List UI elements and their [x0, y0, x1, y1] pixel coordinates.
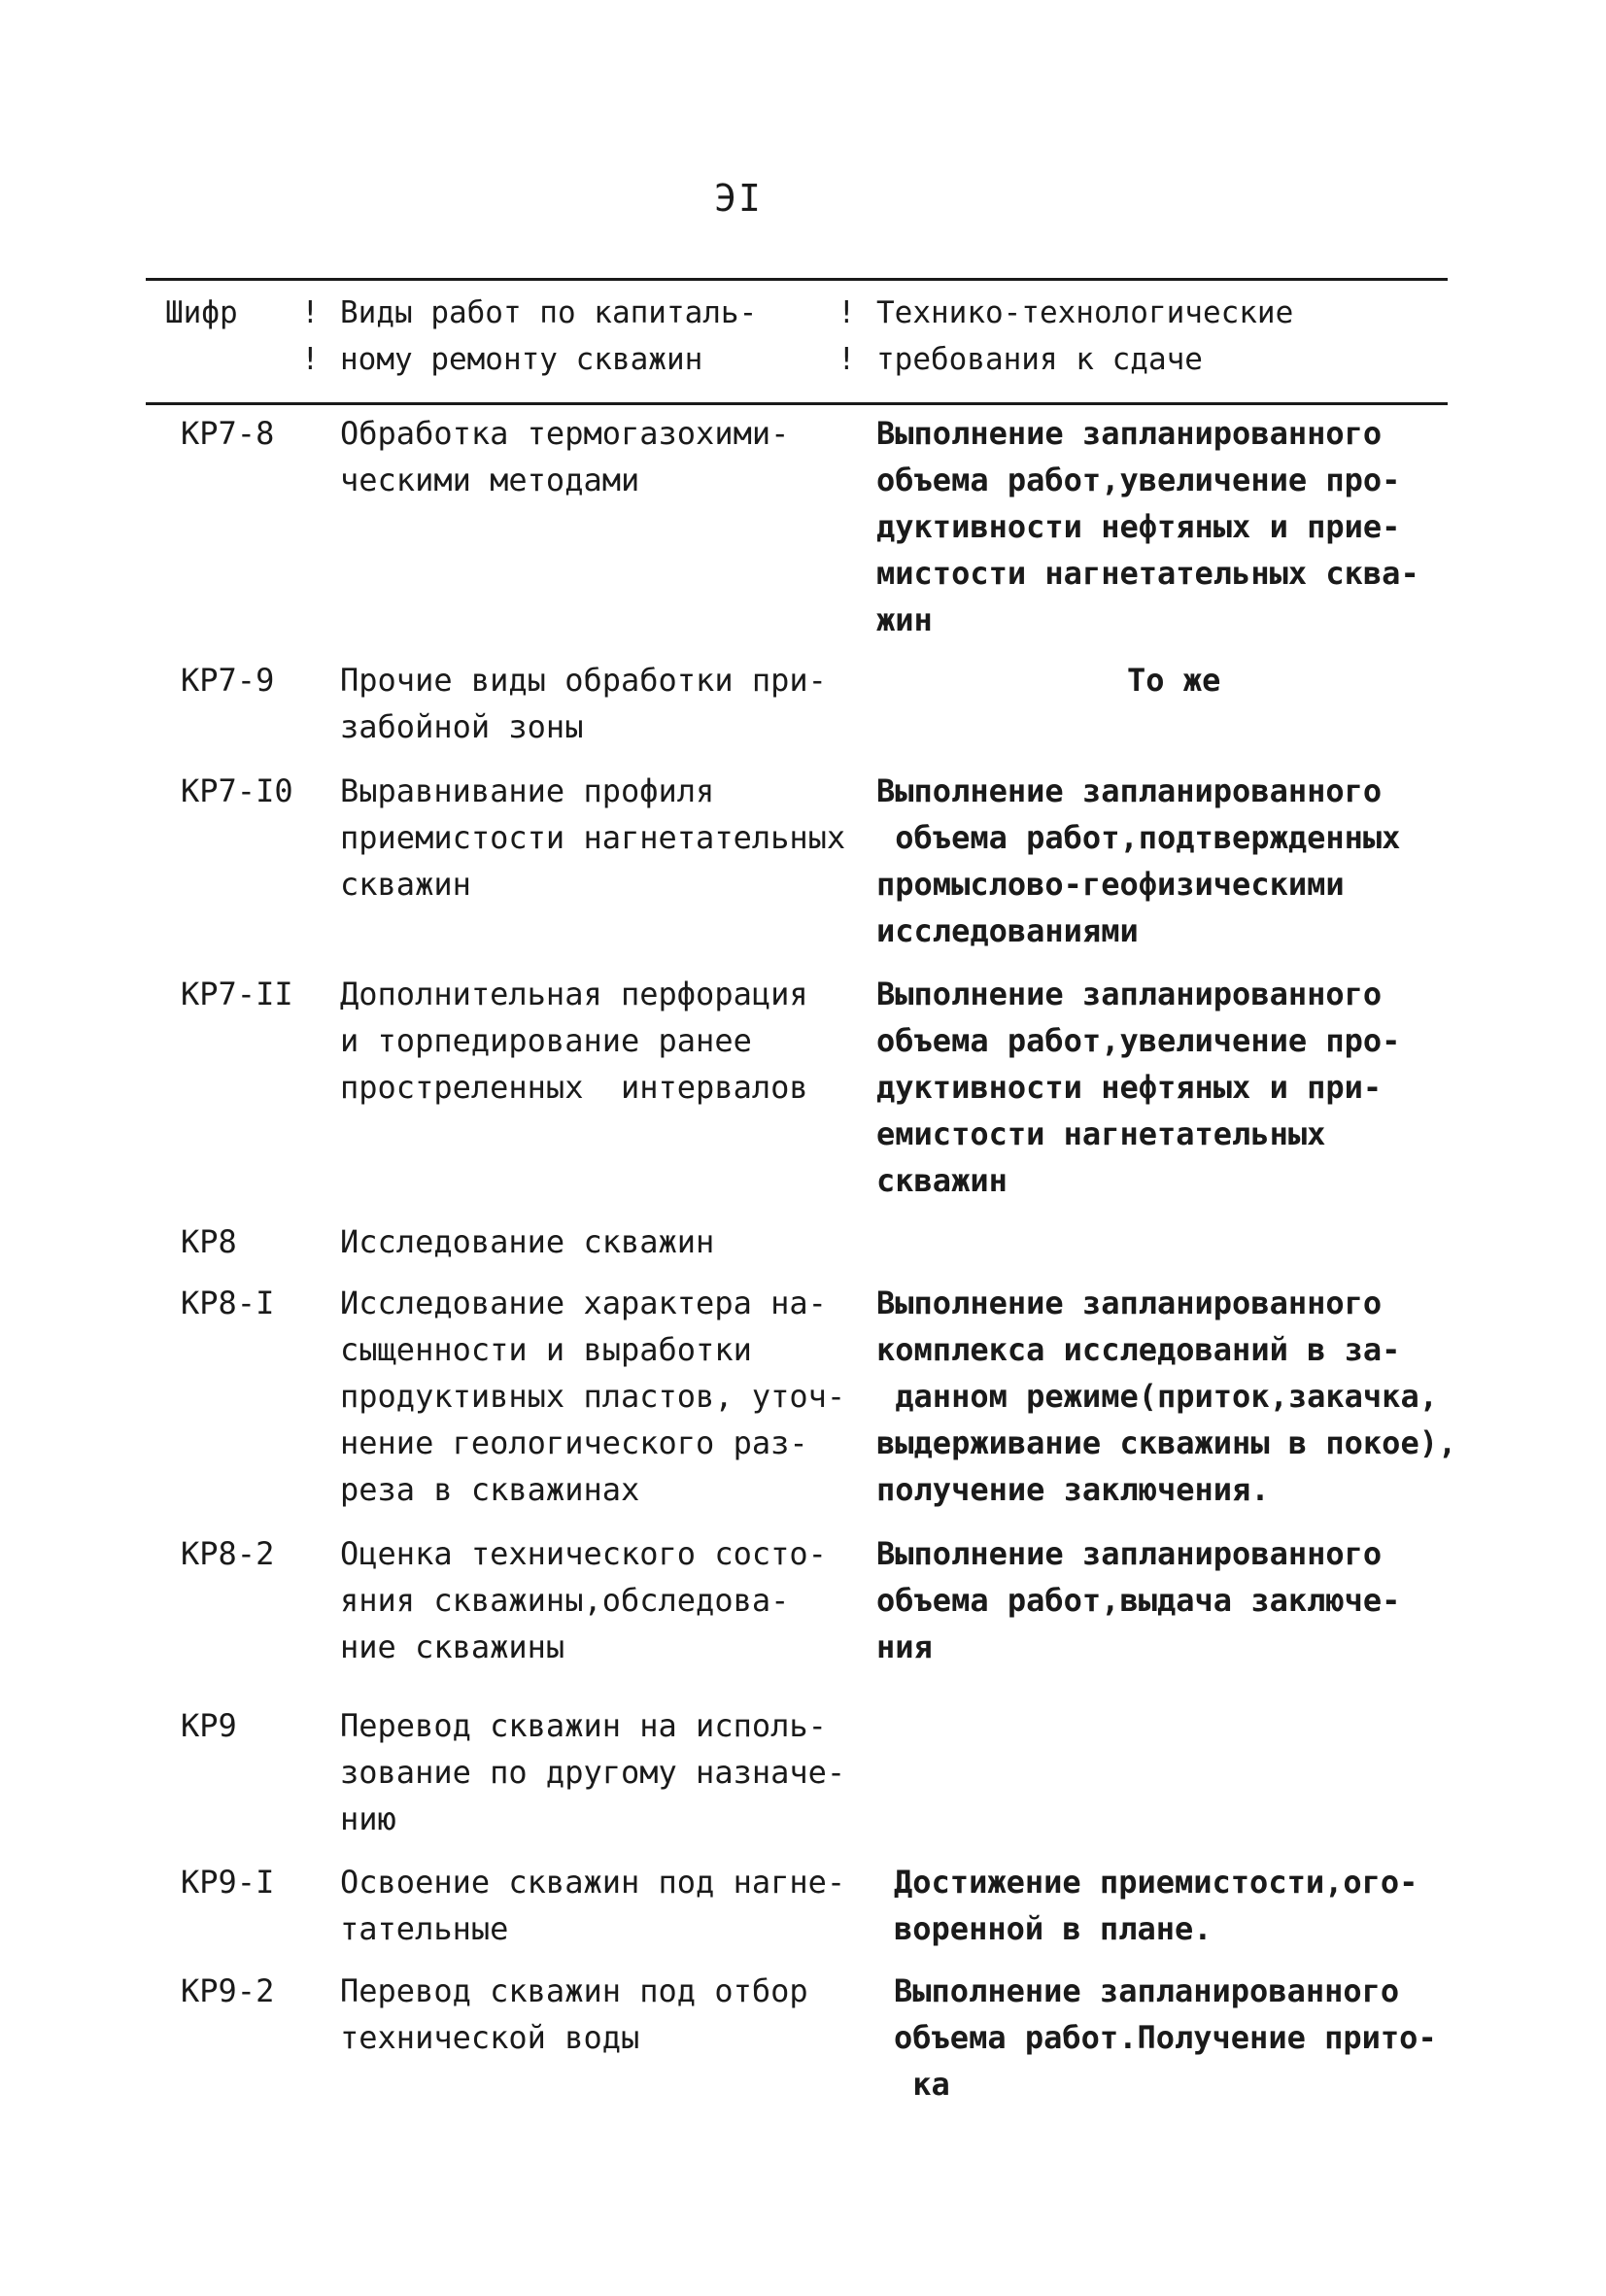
row-requirement: Выполнение запланированного объема работ,выдача заключе- ния [876, 1535, 1401, 1665]
row-work: Исследование скважин [340, 1223, 715, 1260]
row-work: Освоение скважин под нагне- тательные [340, 1864, 846, 1947]
row-work: Оценка технического состо- яния скважины,обследова- ние скважины [340, 1535, 827, 1665]
row-code: КР8-I [181, 1285, 275, 1321]
row-code: КР7-9 [181, 662, 275, 699]
row-code: КР7-II [181, 976, 293, 1012]
table-header-rule [146, 402, 1448, 405]
header-separator-2: ! ! [837, 295, 856, 377]
row-work: Выравнивание профиля приемистости нагнетательных скважин [340, 772, 846, 903]
row-requirement: Выполнение запланированного комплекса исследований в за- данном режиме(приток,закачка, выдерживание скважины в покое), получение заключения. [876, 1285, 1457, 1508]
header-cipher: Шифр [165, 295, 238, 330]
row-requirement: Выполнение запланированного объема работ,подтвержденных промыслово-геофизическими исследованиями [876, 772, 1401, 949]
row-requirement: Выполнение запланированного объема работ,увеличение про- дуктивности нефтяных и прие- мистости нагнетательных сква- жин [876, 415, 1419, 638]
header-requirements: Технико-технологические требования к сдаче [876, 295, 1294, 377]
row-work: Дополнительная перфорация и торпедирование ранее простреленных интервалов [340, 976, 808, 1106]
row-requirement: Выполнение запланированного объема работ.Получение прито- ка [894, 1972, 1437, 2103]
row-work: Прочие виды обработки при- забойной зоны [340, 662, 827, 745]
row-code: КР8 [181, 1223, 237, 1260]
table-top-rule [146, 278, 1448, 281]
row-requirement: Выполнение запланированного объема работ,увеличение про- дуктивности нефтяных и при- емистости нагнетательных скважин [876, 976, 1401, 1199]
row-code: КР8-2 [181, 1535, 275, 1572]
row-work: Обработка термогазохими- ческими методами [340, 415, 790, 498]
row-code: КР9 [181, 1707, 237, 1744]
row-code: КР9-2 [181, 1972, 275, 2009]
header-separator-1: ! ! [301, 295, 320, 377]
row-code: КР9-I [181, 1864, 275, 1901]
header-works: Виды работ по капиталь- ному ремонту скважин [340, 295, 758, 377]
row-work: Исследование характера на- сыщенности и выработки продуктивных пластов, уточ- нение геологического раз- реза в скважинах [340, 1285, 846, 1508]
row-code: КР7-8 [181, 415, 275, 452]
row-work: Перевод скважин на исполь- зование по другому назначе- нию [340, 1707, 846, 1837]
row-work: Перевод скважин под отбор технической воды [340, 1972, 808, 2056]
page-number: ЭI [714, 177, 763, 220]
row-code: КР7-I0 [181, 772, 293, 809]
row-requirement: Достижение приемистости,ого- воренной в плане. [894, 1864, 1418, 1947]
row-requirement: То же [1127, 662, 1221, 699]
